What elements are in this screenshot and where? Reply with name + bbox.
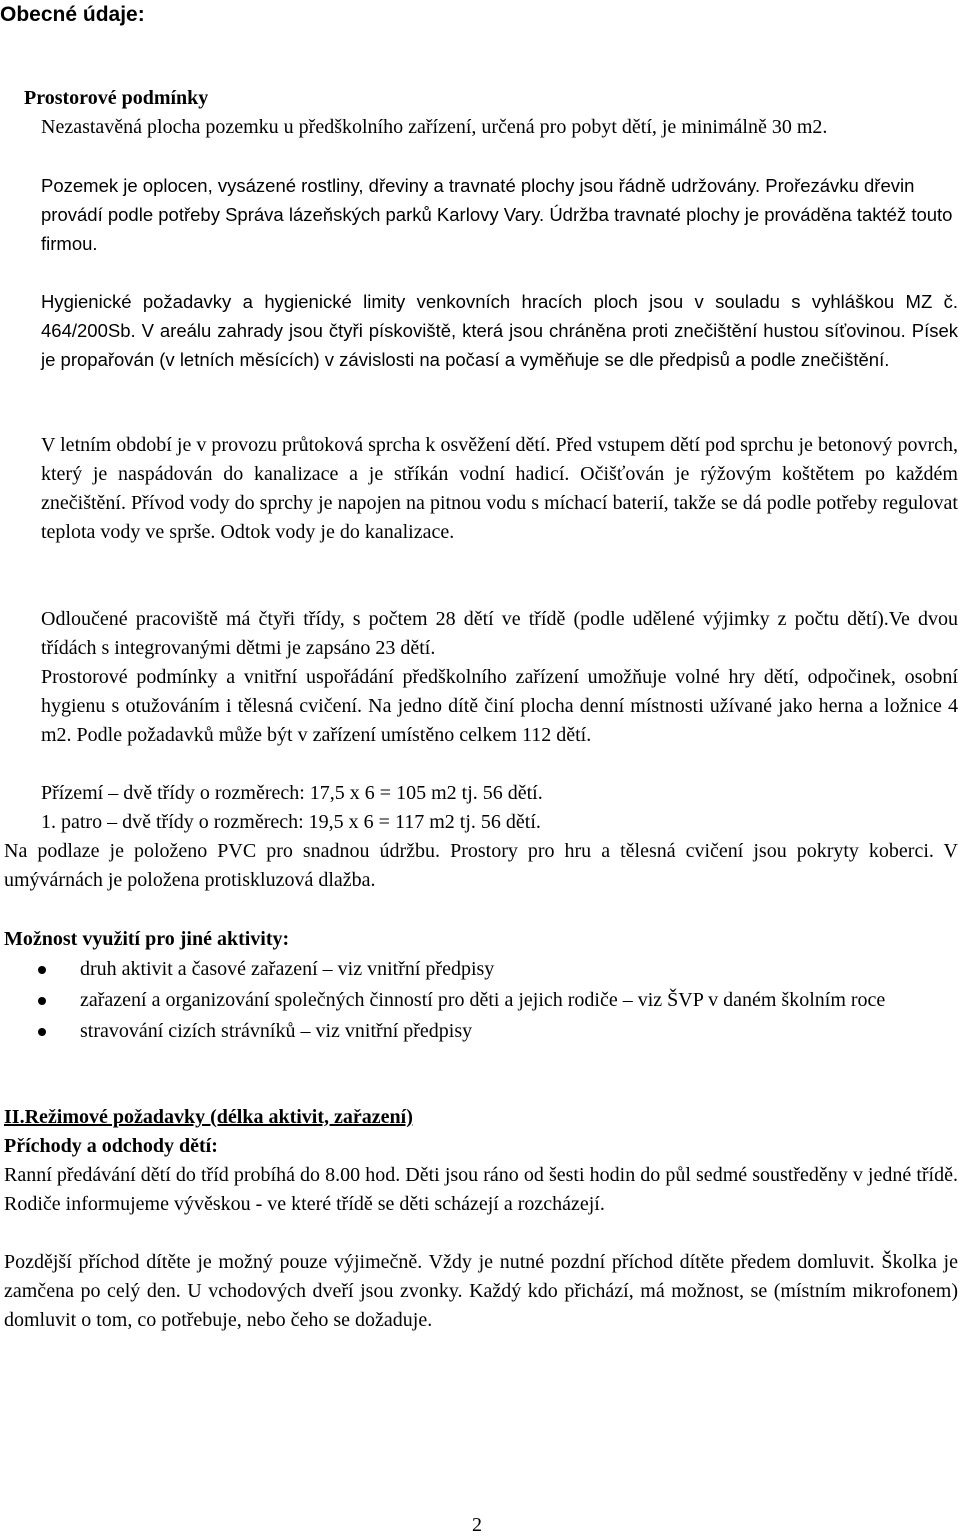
paragraph-text: Odloučené pracoviště má čtyři třídy, s počtem 28 dětí ve třídě (podle udělené výjimky z počtu dětí).Ve dvou třídách s integrovanými dětmi je zapsáno 23 dětí. bbox=[41, 608, 958, 659]
paragraph-plot-area bbox=[41, 113, 958, 142]
paragraph-text: Ranní předávání dětí do tříd probíhá do 8.00 hod. Děti jsou ráno od šesti hodin do půl sedmé soustředěny v jedné třídě. Rodiče informujeme vývěskou - ve které třídě se děti scházejí a rozcházejí. bbox=[4, 1164, 958, 1215]
page-number: 2 bbox=[472, 1514, 482, 1536]
paragraph-grounds-maintenance bbox=[41, 171, 958, 258]
line-first-floor: 1. patro – dvě třídy o rozměrech: 19,5 x 6 = 117 m2 tj. 56 dětí. bbox=[41, 811, 541, 833]
subsection-title-arrivals: Příchody a odchody dětí: bbox=[4, 1135, 218, 1157]
list-item bbox=[0, 1017, 958, 1046]
activities-list bbox=[0, 955, 958, 1046]
paragraph-text: Pozemek je oplocen, vysázené rostliny, dřeviny a travnaté plochy jsou řádně udržovány. Prořezávku dřevin provádí podle potřeby Správa lázeňských parků Karlovy Vary. Údržba travnaté plochy je prováděna taktéž touto firmou. bbox=[41, 175, 953, 254]
paragraph-flooring bbox=[4, 837, 958, 895]
paragraph-text: Hygienické požadavky a hygienické limity venkovních hracích ploch jsou v souladu s vyhláškou MZ č. 464/200Sb. V areálu zahrady jsou čtyři pískoviště, která jsou chráněna proti znečištění hustou síťovinou. Písek je propařován (v letních měsících) v závislosti na počasí a vyměňuje se dle předpisů a podle znečištění. bbox=[41, 291, 958, 370]
paragraph-morning-handover bbox=[4, 1161, 958, 1219]
list-item bbox=[0, 986, 958, 1015]
bullet-icon bbox=[38, 997, 46, 1005]
paragraph-summer-shower bbox=[41, 431, 958, 547]
section-title-spatial-conditions: Prostorové podmínky bbox=[24, 87, 209, 109]
line-ground-floor: Přízemí – dvě třídy o rozměrech: 17,5 x 6 = 105 m2 tj. 56 dětí. bbox=[41, 782, 543, 804]
paragraph-spatial-layout bbox=[41, 663, 958, 750]
list-item bbox=[0, 955, 958, 984]
paragraph-classes bbox=[41, 605, 958, 663]
list-item-text: druh aktivit a časové zařazení – viz vnitřní předpisy bbox=[80, 958, 495, 980]
list-item-text: zařazení a organizování společných činností pro děti a jejich rodiče – viz ŠVP v daném školním roce bbox=[80, 989, 886, 1011]
list-item-text: stravování cizích strávníků – viz vnitřní předpisy bbox=[80, 1020, 473, 1042]
paragraph-text: Prostorové podmínky a vnitřní uspořádání předškolního zařízení umožňuje volné hry dětí, odpočinek, osobní hygienu s otužováním i tělesná cvičení. Na jedno dítě činí plocha denní místnosti užívané jako herna a ložnice 4 m2. Podle požadavků může být v zařízení umístěno celkem 112 dětí. bbox=[41, 666, 958, 746]
section-title-regime-requirements: II.Režimové požadavky (délka aktivit, zařazení) bbox=[4, 1106, 413, 1128]
bullet-icon bbox=[38, 966, 46, 974]
paragraph-text: Pozdější příchod dítěte je možný pouze výjimečně. Vždy je nutné pozdní příchod dítěte předem domluvit. Školka je zamčena po celý den. U vchodových dveří jsou zvonky. Každý kdo přichází, má možnost, se (místním mikrofonem) domluvit o tom, co potřebuje, nebo čeho se dožaduje. bbox=[4, 1251, 958, 1331]
section-title-other-activities: Možnost využití pro jiné aktivity: bbox=[4, 928, 290, 950]
bullet-icon bbox=[38, 1028, 46, 1036]
paragraph-text: V letním období je v provozu průtoková sprcha k osvěžení dětí. Před vstupem dětí pod sprchu je betonový povrch, který je naspádován do kanalizace a je stříkán vodní hadicí. Očišťován je rýžovým koštětem po každém znečištění. Přívod vody do sprchy je napojen na pitnou vodu s míchací baterií, takže se dá podle potřeby regulovat teplota vody ve sprše. Odtok vody je do kanalizace. bbox=[41, 434, 958, 543]
paragraph-late-arrival bbox=[4, 1248, 958, 1335]
paragraph-text: Na podlaze je položeno PVC pro snadnou údržbu. Prostory pro hru a tělesná cvičení jsou pokryty koberci. V umývárnách je položena protiskluzová dlažba. bbox=[4, 840, 958, 891]
document-heading: Obecné údaje: bbox=[0, 3, 145, 26]
paragraph-hygiene-requirements bbox=[41, 287, 958, 374]
paragraph-text: Nezastavěná plocha pozemku u předškolního zařízení, určená pro pobyt dětí, je minimálně 30 m2. bbox=[41, 116, 828, 138]
